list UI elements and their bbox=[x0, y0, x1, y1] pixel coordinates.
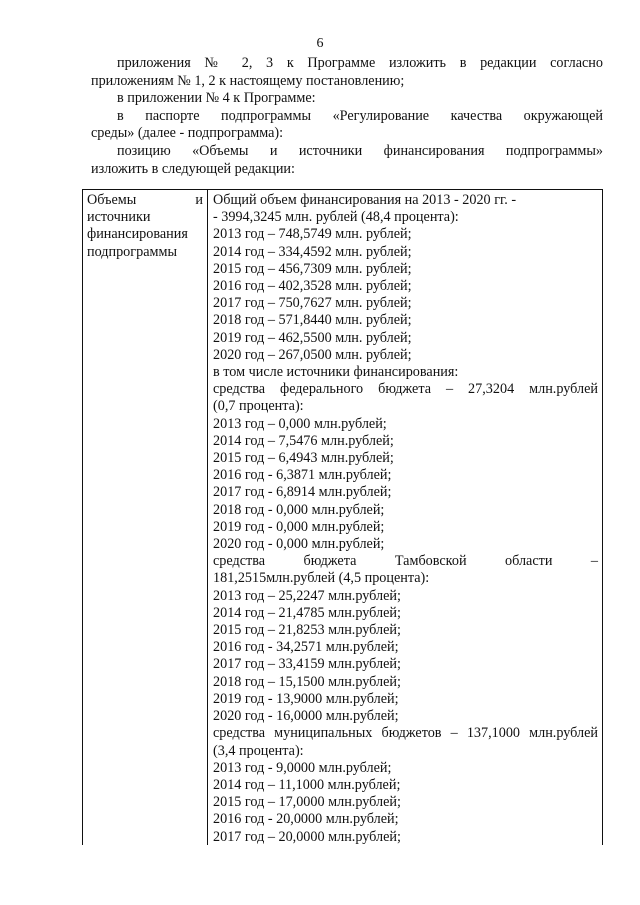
left-cell-line-2: источники bbox=[87, 209, 151, 226]
intro-line-2: приложениям № 1, 2 к настоящему постановлению; bbox=[91, 72, 405, 89]
table-right-line: 2016 год - 34,2571 млн.рублей; bbox=[213, 639, 399, 656]
table-right-line: 2016 год – 402,3528 млн. рублей; bbox=[213, 278, 412, 295]
intro-line-1: приложения № 2, 3 к Программе изложить в редакции согласно bbox=[117, 55, 603, 71]
intro-line-7: изложить в следующей редакции: bbox=[91, 160, 295, 177]
left-cell-line-1: Объемы bbox=[87, 192, 137, 208]
table-right-line: 2014 год – 334,4592 млн. рублей; bbox=[213, 243, 412, 260]
table-right-line: 2017 год – 20,0000 млн.рублей; bbox=[213, 828, 401, 845]
table-right-cell bbox=[208, 190, 602, 846]
table-right-line: 181,2515млн.рублей (4,5 процента): bbox=[213, 570, 430, 587]
table-right-line: 2015 год – 456,7309 млн. рублей; bbox=[213, 260, 412, 277]
table-right-line: 2016 год - 20,0000 млн.рублей; bbox=[213, 811, 399, 828]
table-right-line: 2014 год – 11,1000 млн.рублей; bbox=[213, 776, 401, 793]
table-right-line: средства бюджета Тамбовской области – bbox=[213, 553, 598, 570]
table-right-line: 2018 год – 571,8440 млн. рублей; bbox=[213, 312, 412, 329]
intro-line-5: среды» (далее - подпрограмма): bbox=[91, 125, 284, 142]
table-right-line: 2013 год – 0,000 млн.рублей; bbox=[213, 415, 387, 432]
table-right-line: (0,7 процента): bbox=[213, 398, 304, 415]
table-right-line: средства муниципальных бюджетов – 137,1000 млн.рублей bbox=[213, 725, 598, 742]
table-right-line: 2015 год – 6,4943 млн.рублей; bbox=[213, 450, 394, 467]
table-right-line: Общий объем финансирования на 2013 - 2020 гг. - bbox=[213, 192, 517, 208]
table-right-line: 2019 год - 13,9000 млн.рублей; bbox=[213, 690, 399, 707]
table-right-line: 2017 год – 33,4159 млн.рублей; bbox=[213, 656, 401, 673]
table-right-line: 2020 год - 16,0000 млн.рублей; bbox=[213, 708, 399, 725]
table-right-line: 2019 год - 0,000 млн.рублей; bbox=[213, 518, 385, 535]
table-right-line: 2014 год – 21,4785 млн.рублей; bbox=[213, 604, 401, 621]
table-right-line: 2014 год – 7,5476 млн.рублей; bbox=[213, 432, 394, 449]
financing-table bbox=[82, 189, 603, 845]
table-right-line: 2018 год – 15,1500 млн.рублей; bbox=[213, 673, 401, 690]
page-number: 6 bbox=[316, 36, 324, 51]
table-right-line: 2016 год - 6,3871 млн.рублей; bbox=[213, 467, 392, 484]
table-right-line: 2020 год - 0,000 млн.рублей; bbox=[213, 536, 385, 553]
left-cell-line-4: подпрограммы bbox=[87, 243, 177, 260]
table-right-line: 2013 год – 25,2247 млн.рублей; bbox=[213, 587, 401, 604]
table-right-line: - 3994,3245 млн. рублей (48,4 процента): bbox=[213, 209, 459, 226]
table-left-cell bbox=[83, 190, 208, 845]
intro-text bbox=[91, 55, 603, 178]
table-right-line: 2013 год - 9,0000 млн.рублей; bbox=[213, 759, 392, 776]
intro-line-6: позицию «Объемы и источники финансирования подпрограммы» bbox=[117, 142, 603, 159]
intro-line-4: в паспорте подпрограммы «Регулирование качества окружающей bbox=[117, 107, 603, 124]
intro-line-3: в приложении № 4 к Программе: bbox=[117, 90, 316, 107]
table-right-line: 2019 год – 462,5500 млн. рублей; bbox=[213, 329, 412, 346]
table-right-line: 2015 год – 17,0000 млн.рублей; bbox=[213, 794, 401, 811]
table-right-line: 2017 год - 6,8914 млн.рублей; bbox=[213, 484, 392, 501]
left-cell-line-3: финансирования bbox=[87, 226, 188, 243]
table-right-line: в том числе источники финансирования: bbox=[213, 364, 459, 381]
table-right-line: 2013 год – 748,5749 млн. рублей; bbox=[213, 226, 412, 243]
table-right-line: 2017 год – 750,7627 млн. рублей; bbox=[213, 295, 412, 312]
table-right-line: (3,4 процента): bbox=[213, 742, 304, 759]
table-right-line: 2018 год - 0,000 млн.рублей; bbox=[213, 501, 385, 518]
table-right-line: 2015 год – 21,8253 млн.рублей; bbox=[213, 622, 401, 639]
table-right-line: 2020 год – 267,0500 млн. рублей; bbox=[213, 346, 412, 363]
left-cell-line-1b: и bbox=[195, 192, 203, 208]
table-right-line: средства федерального бюджета – 27,3204 млн.рублей bbox=[213, 381, 598, 398]
